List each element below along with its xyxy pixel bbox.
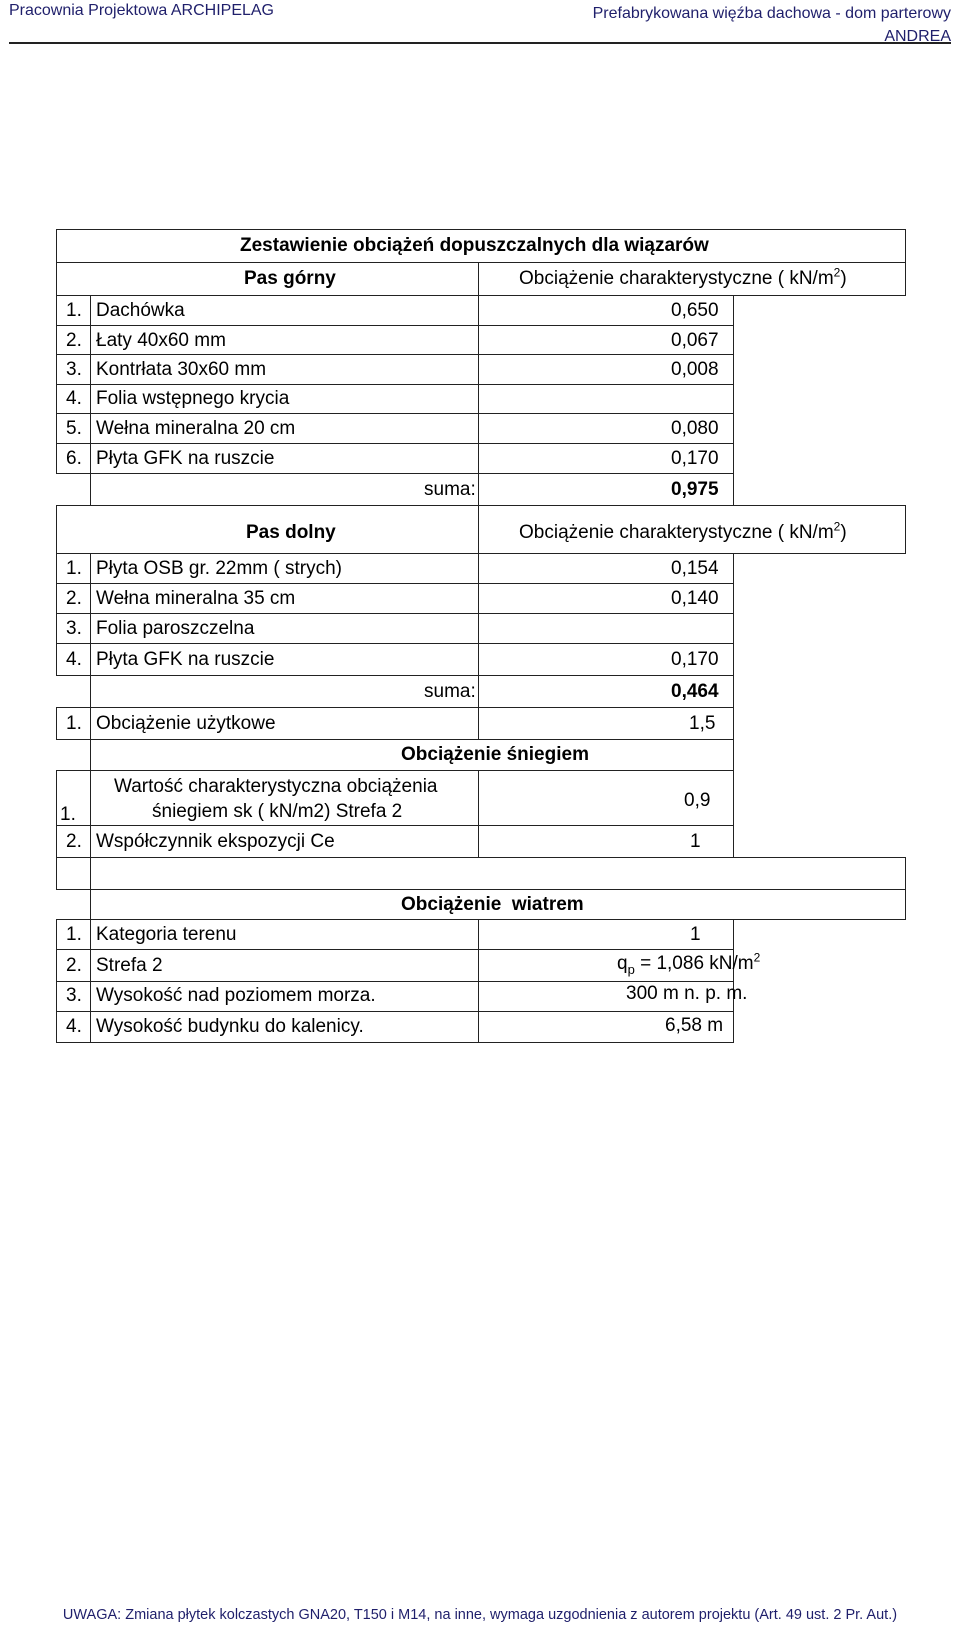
table-row-value: 0,650 (671, 300, 719, 321)
table-row-name: Folia paroszczelna (96, 618, 255, 639)
pas-gorny-value-heading: Obciążenie charakterystyczne ( $kN/m^2$) (519, 265, 847, 289)
table-row-value: $q_p = 1,086$ $kN/m^2$ (617, 950, 761, 977)
table-row-value: 0,067 (671, 330, 719, 351)
uzytkowe-name: Obciążenie użytkowe (96, 713, 276, 734)
pas-dolny-sum-value: 0,464 (671, 681, 719, 702)
table-row-value: 1 (690, 924, 701, 945)
table-row-num: 4. (66, 388, 82, 409)
table-row-num: 4. (66, 1016, 82, 1037)
table-row-num: 2. (66, 588, 82, 609)
table-row-num: 6. (66, 448, 82, 469)
table-row-value: 0,170 (671, 448, 719, 469)
pas-gorny-sum-value: 0,975 (671, 479, 719, 500)
snieg-row2-value: 1 (690, 831, 701, 852)
table-row-name: Łaty 40x60 mm (96, 330, 226, 351)
header-rule (9, 42, 951, 44)
footer-note: UWAGA: Zmiana płytek kolczastych GNA20, T150 i M14, na inne, wymaga uzgodnienia z autorem projektu (Art. 49 ust. 2 Pr. Aut.) (62, 1607, 898, 1623)
table-title: Zestawienie obciążeń dopuszczalnych dla wiązarów (240, 235, 709, 256)
table-row-name: Dachówka (96, 300, 185, 321)
table-row-name: Folia wstępnego krycia (96, 388, 290, 409)
table-row-value: 0,080 (671, 418, 719, 439)
table-row-value: 6,58 m (665, 1015, 724, 1036)
snieg-row1-name-line2: śniegiem sk ( kN/m2) Strefa 2 (152, 801, 403, 822)
header-right-line2: ANDREA (884, 28, 951, 45)
table-row-num: 5. (66, 418, 82, 439)
snieg-row2-num: 2. (66, 831, 82, 852)
snieg-row2-name: Współczynnik ekspozycji Ce (96, 831, 335, 852)
wiatr-heading: Obciążenie wiatrem (401, 894, 584, 915)
header-right-line1: Prefabrykowana więźba dachowa - dom parterowy (592, 5, 951, 22)
table-row-num: 1. (66, 924, 82, 945)
uzytkowe-value: 1,5 (689, 713, 716, 734)
table-row-value: 0,140 (671, 588, 719, 609)
pas-dolny-sum-label: suma: (424, 681, 476, 702)
table-row-name: Kontrłata 30x60 mm (96, 359, 267, 380)
pas-gorny-sum-label: suma: (424, 479, 476, 500)
table-row-name: Płyta GFK na ruszcie (96, 448, 275, 469)
table-row-name: Płyta GFK na ruszcie (96, 649, 275, 670)
table-row-name: Wysokość budynku do kalenicy. (96, 1016, 364, 1037)
table-row-num: 3. (66, 985, 82, 1006)
table-row-value: 0,008 (671, 359, 719, 380)
table-row-num: 2. (66, 955, 82, 976)
table-row-name: Wełna mineralna 35 cm (96, 588, 296, 609)
uzytkowe-num: 1. (66, 713, 82, 734)
table-row-value: 0,154 (671, 558, 719, 579)
table-row-num: 3. (66, 359, 82, 380)
header-left: Pracownia Projektowa ARCHIPELAG (9, 2, 274, 19)
table-row-num: 1. (66, 558, 82, 579)
pas-dolny-value-heading: Obciążenie charakterystyczne ( $kN/m^2$) (519, 519, 847, 543)
table-row-num: 2. (66, 330, 82, 351)
table-row-name: Płyta OSB gr. 22mm ( strych) (96, 558, 342, 579)
table-row-num: 3. (66, 618, 82, 639)
table-row-name: Wełna mineralna 20 cm (96, 418, 296, 439)
table-row-value: 300 m n. p. m. (626, 983, 748, 1004)
pas-gorny-heading: Pas górny (244, 268, 336, 289)
table-row-num: 4. (66, 649, 82, 670)
table-row-name: Strefa 2 (96, 955, 163, 976)
table-row-value: 0,170 (671, 649, 719, 670)
snieg-row1-name-line1: Wartość charakterystyczna obciążenia (114, 776, 438, 797)
table-row-num: 1. (66, 300, 82, 321)
pas-dolny-heading: Pas dolny (246, 522, 336, 543)
snieg-heading: Obciążenie śniegiem (401, 744, 589, 765)
snieg-row1-num: 1. (60, 804, 76, 825)
table-row-name: Kategoria terenu (96, 924, 237, 945)
table-row-name: Wysokość nad poziomem morza. (96, 985, 376, 1006)
snieg-row1-value: 0,9 (684, 790, 711, 811)
